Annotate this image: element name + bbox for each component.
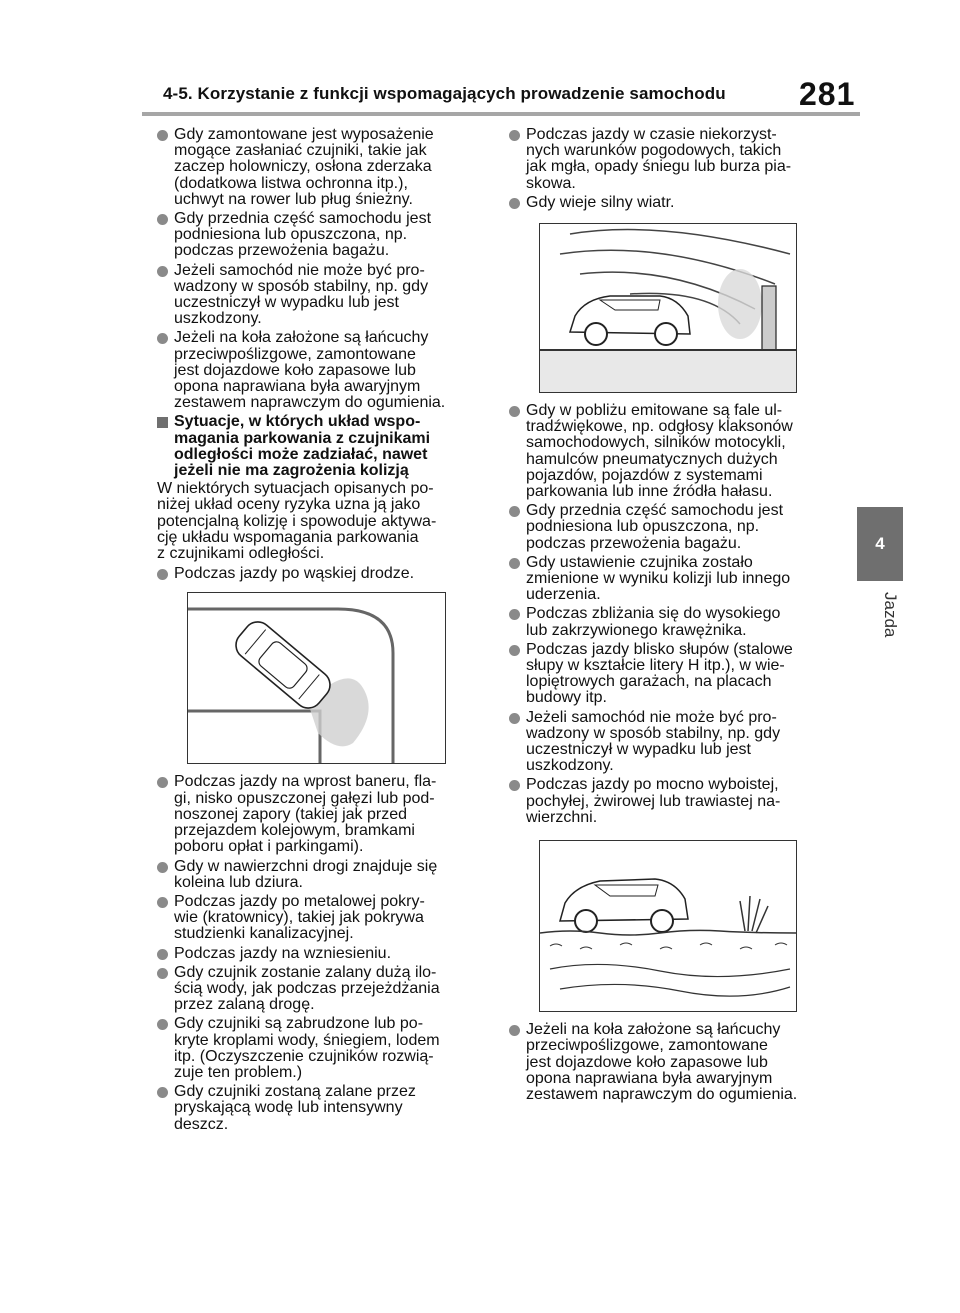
right-column <box>509 127 829 1106</box>
list-item: Gdy czujniki zostaną zalane przez pryskającą wodę lub intensywny deszcz. <box>157 1084 477 1133</box>
bullet-icon <box>157 1087 168 1098</box>
list-item: Gdy w pobliżu emitowane są fale ul- tradźwiękowe, np. odgłosy klaksonów samochodowych, silników motocykli, hamulców pneumatycznych dużych pojazdów, pojazdów z systemami parkowania lub inne źródła hałasu. <box>509 403 829 500</box>
list-item: Gdy czujniki są zabrudzone lub po- kryte kroplami wody, śniegiem, lodem itp. (Oczyszczenie czujników rozwią- zuje ten problem.) <box>157 1016 477 1081</box>
bullet-icon <box>157 897 168 908</box>
list-item: Podczas zbliżania się do wysokiego lub zakrzywionego krawężnika. <box>509 606 829 638</box>
rough-road-illustration <box>539 840 797 1012</box>
bullet-icon <box>509 1025 520 1036</box>
strong-wind-illustration <box>539 223 797 393</box>
list-item: Jeżeli na koła założone są łańcuchy przeciwpoślizgowe, zamontowane jest dojazdowe koło zapasowe lub opona naprawiana była awaryjnym zestawem naprawczym do ogumienia. <box>509 1022 829 1103</box>
bullet-icon <box>509 198 520 209</box>
bullet-icon <box>509 780 520 791</box>
list-item: Podczas jazdy na wzniesieniu. <box>157 946 477 962</box>
bullet-icon <box>509 506 520 517</box>
section-paragraph: W niektórych sytuacjach opisanych po- niżej układ oceny ryzyka uzna ją jako potencjalną kolizję i spowoduje aktywa- cję układu wspomagania parkowania z czujnikami odległości. <box>157 480 437 563</box>
narrow-road-illustration <box>187 592 446 764</box>
list-item: Gdy przednia część samochodu jest podniesiona lub opuszczona, np. podczas przewożenia bagażu. <box>509 503 829 552</box>
square-bullet-icon <box>157 417 168 428</box>
list-item: Gdy w nawierzchni drogi znajduje się koleina lub dziura. <box>157 859 477 891</box>
list-item: Podczas jazdy po wąskiej drodze. <box>157 566 477 582</box>
chapter-tab[interactable]: 4 <box>857 507 903 581</box>
bullet-icon <box>157 968 168 979</box>
page-number: 281 <box>799 76 856 112</box>
list-item: Gdy czujnik zostanie zalany dużą ilo- ścią wody, jak podczas przejeżdżania przez zalaną drogę. <box>157 965 477 1014</box>
bullet-icon <box>157 569 168 580</box>
list-item: Gdy przednia część samochodu jest podniesiona lub opuszczona, np. podczas przewożenia bagażu. <box>157 211 477 260</box>
bullet-icon <box>509 130 520 141</box>
list-item: Gdy zamontowane jest wyposażenie mogące zasłaniać czujniki, takie jak zaczep holowniczy, osłona zderzaka (dodatkowa listwa ochronna itp.), uchwyt na rower lub pług śnieżny. <box>157 127 477 208</box>
list-item: Jeżeli samochód nie może być pro- wadzony w sposób stabilny, np. gdy uczestniczył w wypadku lub jest uszkodzony. <box>157 263 477 328</box>
list-item: Podczas jazdy w czasie niekorzyst- nych warunków pogodowych, takich jak mgła, opady śniegu lub burza pia- skowa. <box>509 127 829 192</box>
bullet-icon <box>157 862 168 873</box>
bullet-icon <box>509 713 520 724</box>
chapter-label: Jazda <box>881 592 900 638</box>
list-item: Podczas jazdy po mocno wyboistej, pochyłej, żwirowej lub trawiastej na- wierzchni. <box>509 777 829 826</box>
bullet-icon <box>157 1019 168 1030</box>
bullet-icon <box>157 214 168 225</box>
bullet-icon <box>509 406 520 417</box>
bullet-icon <box>509 645 520 656</box>
list-item: Podczas jazdy po metalowej pokry- wie (kratownicy), takiej jak pokrywa studzienki kanalizacyjnej. <box>157 894 477 943</box>
bullet-icon <box>157 130 168 141</box>
list-item: Gdy ustawienie czujnika zostało zmienione w wyniku kolizji lub innego uderzenia. <box>509 555 829 604</box>
bullet-icon <box>157 949 168 960</box>
list-item: Jeżeli samochód nie może być pro- wadzony w sposób stabilny, np. gdy uczestniczył w wypadku lub jest uszkodzony. <box>509 710 829 775</box>
list-item: Gdy wieje silny wiatr. <box>509 195 829 211</box>
bullet-icon <box>509 609 520 620</box>
list-item: Podczas jazdy na wprost baneru, fla- gi, nisko opuszczonej gałęzi lub pod- noszonej zapory (takiej jak przed przejazdem kolejowym, bramkami poboru opłat i parkingami). <box>157 774 477 855</box>
bullet-icon <box>157 333 168 344</box>
page-header-title: 4-5. Korzystanie z funkcji wspomagających prowadzenie samochodu <box>163 84 726 103</box>
list-item: Jeżeli na koła założone są łańcuchy przeciwpoślizgowe, zamontowane jest dojazdowe koło zapasowe lub opona naprawiana była awaryjnym zestawem naprawczym do ogumienia. <box>157 330 477 411</box>
header-divider <box>142 112 860 116</box>
bullet-icon <box>157 777 168 788</box>
bullet-icon <box>157 266 168 277</box>
bullet-icon <box>509 558 520 569</box>
list-item: Podczas jazdy blisko słupów (stalowe słupy w kształcie litery H itp.), w wie- lopiętrowych garażach, na placach budowy itp. <box>509 642 829 707</box>
left-column <box>157 127 477 1136</box>
section-heading: Sytuacje, w których układ wspo- magania parkowania z czujnikami odległości może zadziałać, nawet jeżeli nie ma zagrożenia kolizją <box>157 414 477 479</box>
